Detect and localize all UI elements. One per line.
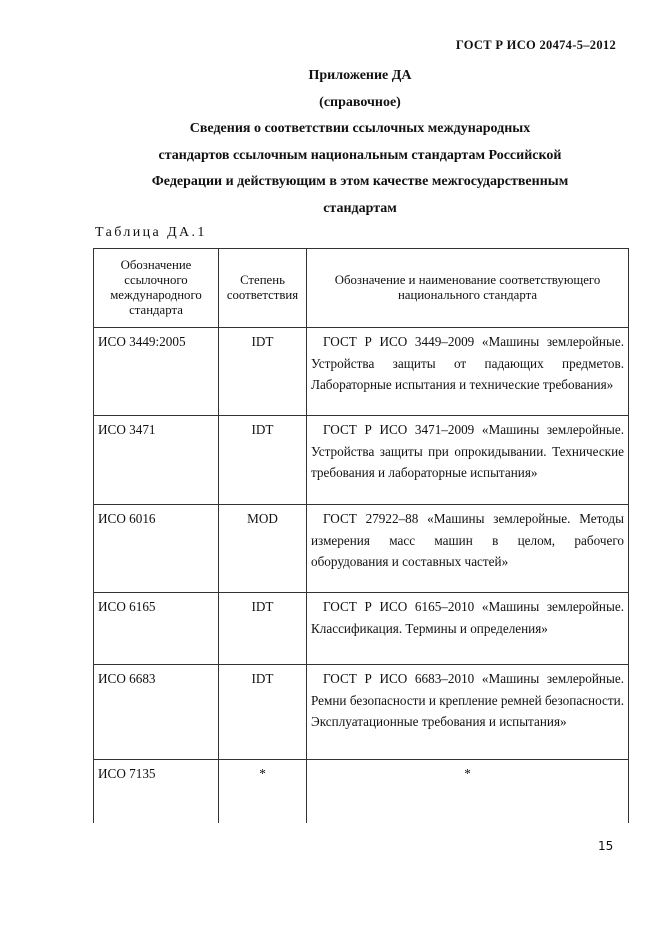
intl-standard-cell: ИСО 6683 xyxy=(94,665,219,760)
degree-cell: IDT xyxy=(219,593,307,665)
table-header-row xyxy=(94,249,629,328)
national-standard-text: ГОСТ Р ИСО 3449–2009 «Машины землеройные. Устройства защиты от падающих предметов. Лабораторные испытания и технические требования» xyxy=(311,334,624,392)
intl-standard-cell: ИСО 3471 xyxy=(94,416,219,505)
table-row xyxy=(94,593,629,665)
table-row xyxy=(94,665,629,760)
annex-title: Приложение ДА xyxy=(308,68,412,83)
degree-cell: IDT xyxy=(219,416,307,505)
annex-subtitle: (справочное) xyxy=(319,94,401,110)
column-header-degree: Степень соответствия xyxy=(219,249,307,328)
table-row xyxy=(94,328,629,416)
national-standard-text: ГОСТ Р ИСО 6683–2010 «Машины землеройные. Ремни безопасности и крепление ремней безопасности. Эксплуатационные требования и испытания» xyxy=(311,671,624,729)
national-standard-text: ГОСТ 27922–88 «Машины землеройные. Методы измерения масс машин в целом, рабочего оборудования и составных частей» xyxy=(311,511,624,569)
annex-heading-line-3: Федерации и действующим в этом качестве межгосударственным xyxy=(151,174,569,189)
table-row xyxy=(94,416,629,505)
national-standard-cell xyxy=(307,328,629,416)
intl-standard-cell: ИСО 6016 xyxy=(94,505,219,593)
national-standard-cell xyxy=(307,665,629,760)
degree-cell: * xyxy=(219,760,307,823)
document-code: ГОСТ Р ИСО 20474-5–2012 xyxy=(455,38,616,52)
degree-cell: IDT xyxy=(219,665,307,760)
intl-standard-cell: ИСО 7135 xyxy=(94,760,219,823)
annex-title-block xyxy=(60,63,660,222)
standards-table xyxy=(93,248,629,823)
table-row xyxy=(94,760,629,823)
column-header-intl: Обозначение ссылочного международного стандарта xyxy=(94,249,219,328)
national-standard-cell xyxy=(307,593,629,665)
annex-heading-line-2: стандартов ссылочным национальным стандартам Российской xyxy=(158,147,562,163)
table-label: Таблица ДА.1 xyxy=(95,225,207,240)
national-standard-cell xyxy=(307,416,629,505)
national-standard-cell xyxy=(307,505,629,593)
national-standard-text: ГОСТ Р ИСО 6165–2010 «Машины землеройные. Классификация. Термины и определения» xyxy=(311,599,624,636)
degree-cell: MOD xyxy=(219,505,307,593)
degree-cell: IDT xyxy=(219,328,307,416)
annex-heading-line-4: стандартам xyxy=(323,200,397,216)
intl-standard-cell: ИСО 3449:2005 xyxy=(94,328,219,416)
national-standard-text: ГОСТ Р ИСО 3471–2009 «Машины землеройные. Устройства защиты при опрокидывании. Технические требования и лабораторные испытания» xyxy=(311,422,624,480)
national-standard-cell: * xyxy=(307,760,629,823)
intl-standard-cell: ИСО 6165 xyxy=(94,593,219,665)
annex-heading-line-1: Сведения о соответствии ссылочных международных xyxy=(189,121,531,136)
page-number: 15 xyxy=(598,839,614,853)
column-header-national: Обозначение и наименование соответствующего национального стандарта xyxy=(307,249,629,328)
table-row xyxy=(94,505,629,593)
